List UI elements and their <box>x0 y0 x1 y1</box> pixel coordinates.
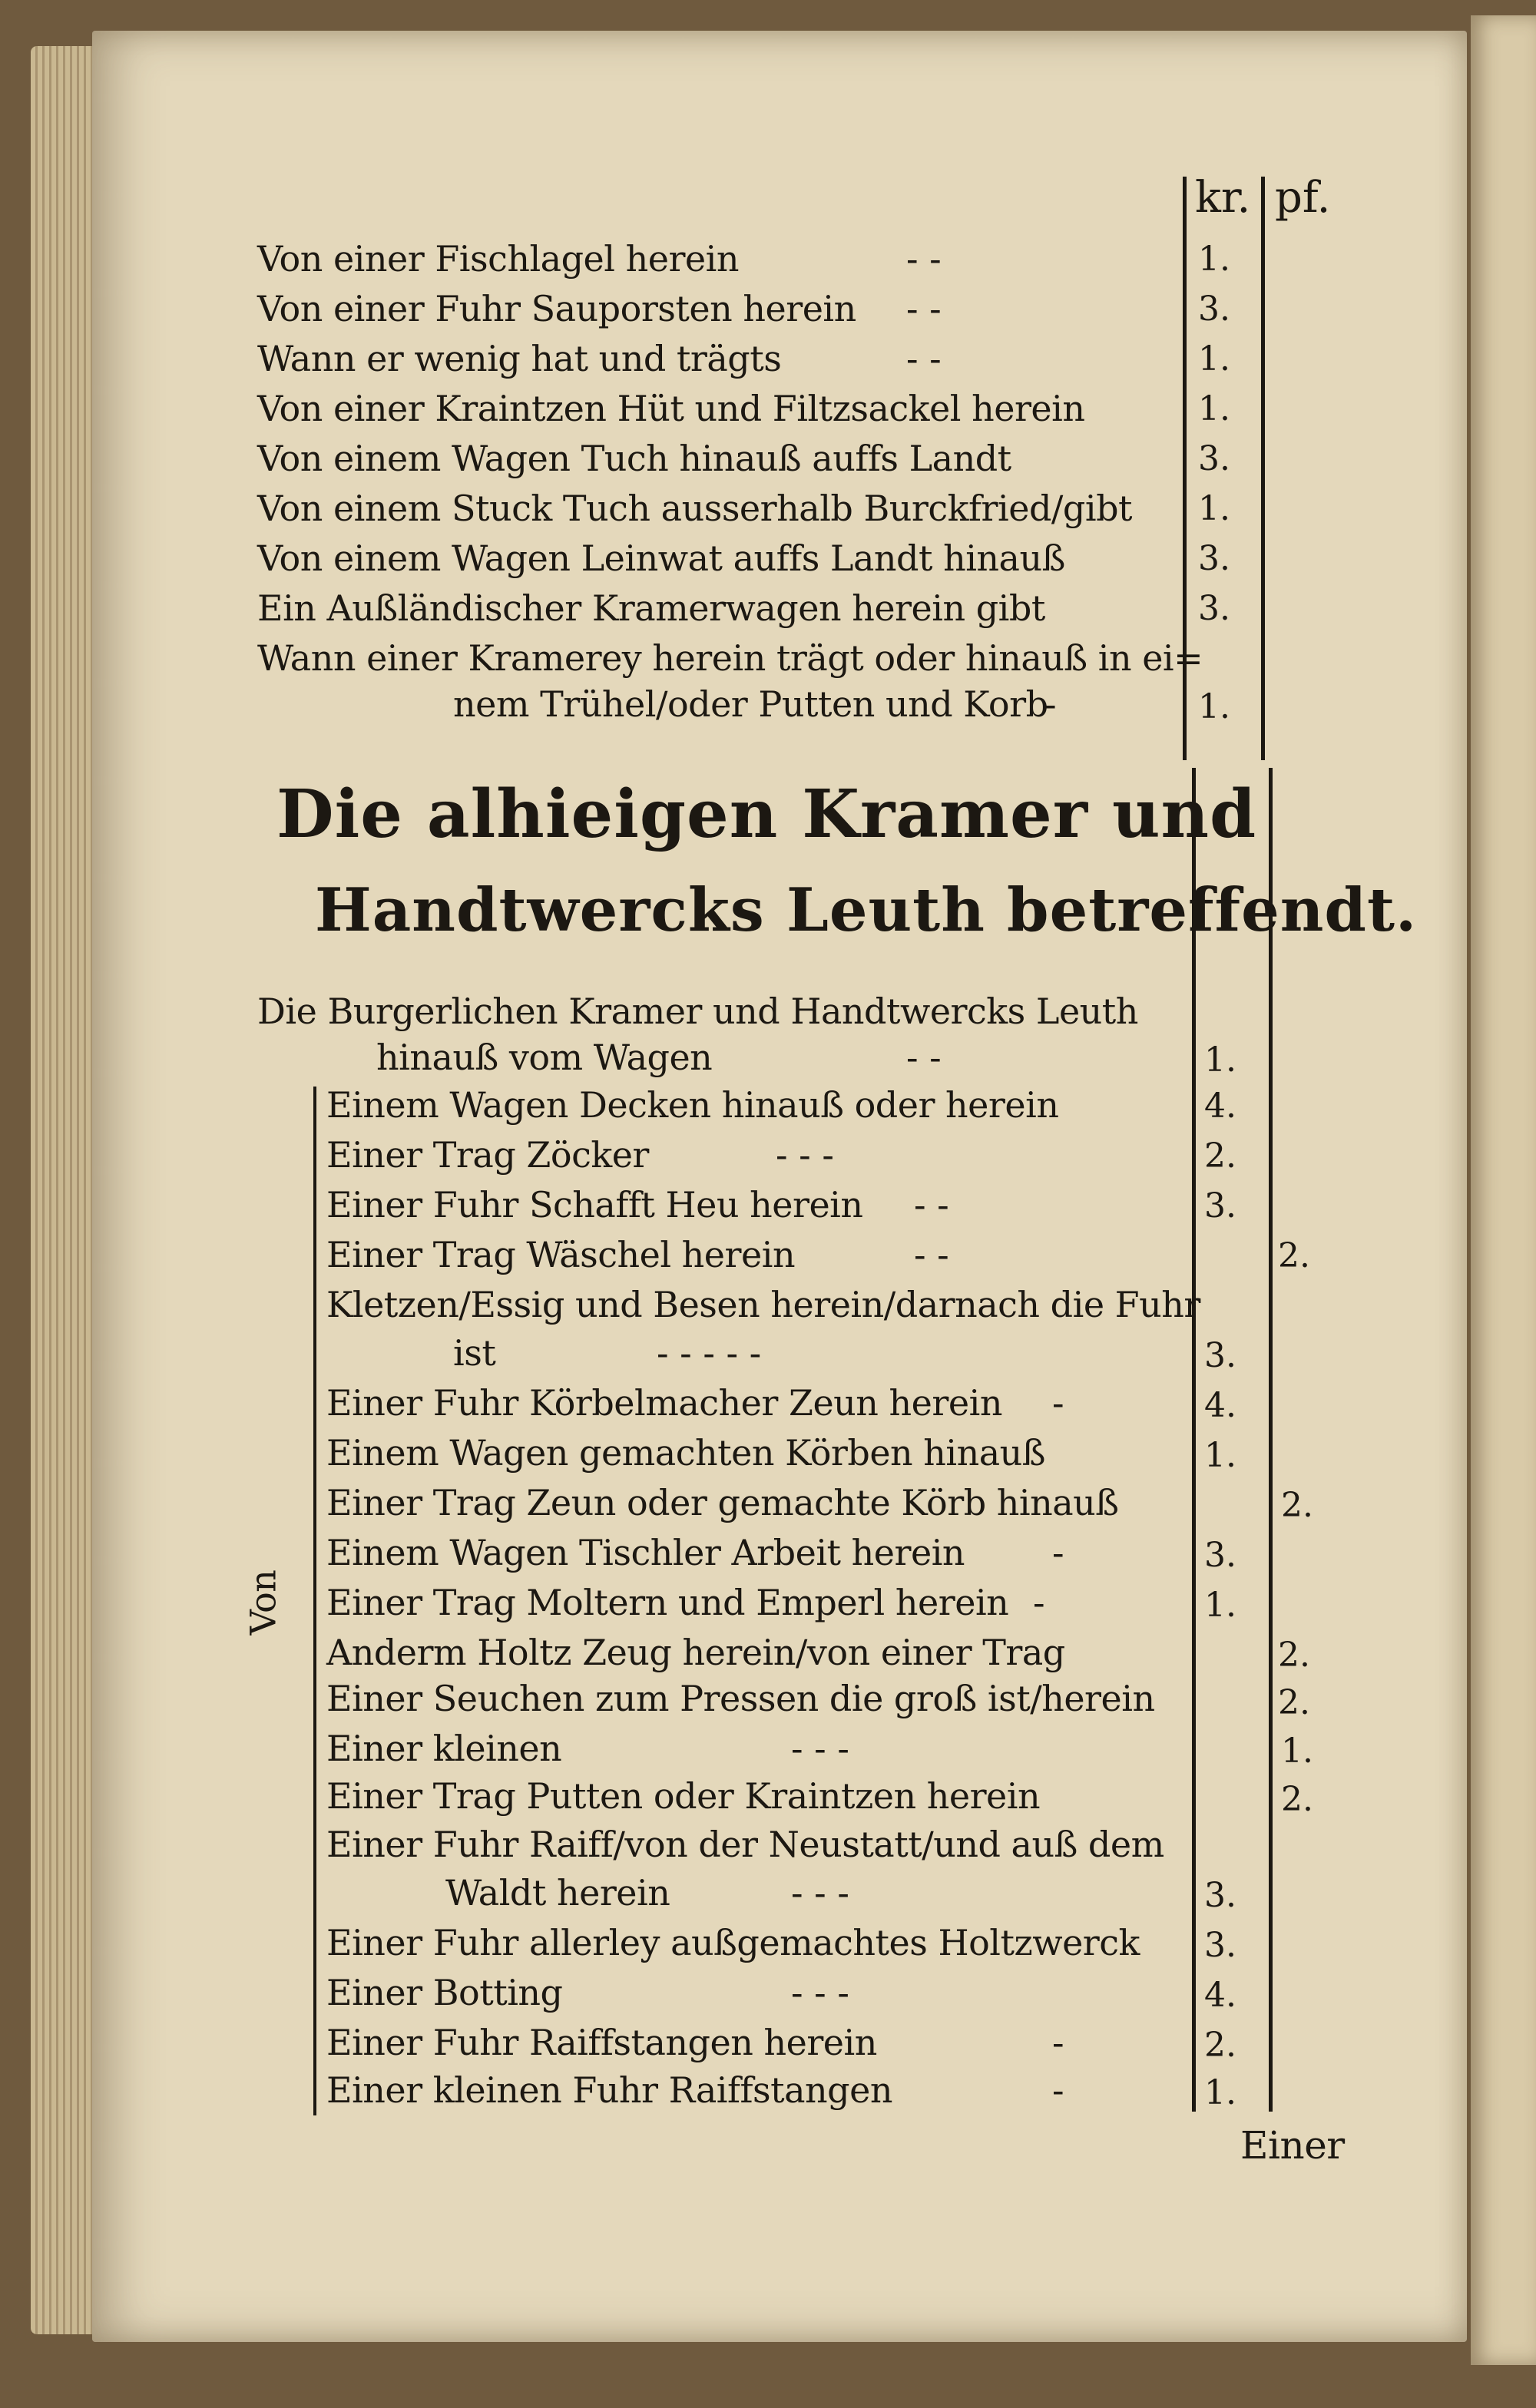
entry-kr: 3. <box>1204 1876 1236 1915</box>
entry-kr: 1. <box>1198 240 1230 279</box>
entry-pf: 1. <box>1281 1732 1313 1771</box>
entry-text: Einer Trag Moltern und Emperl herein <box>326 1582 1009 1623</box>
entry-text: Einer kleinen Fuhr Raiffstangen <box>326 2069 892 2111</box>
entry-dashes: - - - <box>791 1728 849 1769</box>
entry-dashes: - - - <box>791 1872 849 1914</box>
entry-text: Einer Fuhr allerley außgemachtes Holtzwerck <box>326 1922 1140 1963</box>
entry-text: ist <box>453 1332 496 1374</box>
column-rule-pf-2 <box>1269 768 1273 2112</box>
section-heading-line1: Die alhieigen Kramer und <box>276 776 1257 853</box>
entry-text: Von einer Fuhr Sauporsten herein <box>257 288 856 329</box>
entry-pf: 2. <box>1278 1683 1310 1722</box>
entry-kr: 1. <box>1198 489 1230 528</box>
entry-kr: 3. <box>1198 289 1230 329</box>
header-kr: kr. <box>1195 173 1251 223</box>
catchword: Einer <box>1240 2123 1345 2168</box>
column-rule-pf-1 <box>1261 177 1265 760</box>
entry-pf: 2. <box>1278 1236 1310 1275</box>
intro-dashes: - - <box>906 1037 942 1078</box>
entry-pf: 2. <box>1281 1486 1313 1525</box>
entry-dashes: - - <box>906 338 942 379</box>
entry-text: Einer Fuhr Körbelmacher Zeun herein <box>326 1382 1002 1424</box>
intro-kr: 1. <box>1204 1040 1236 1080</box>
entry-text: Waldt herein <box>445 1872 670 1914</box>
entry-text: Einer kleinen <box>326 1728 562 1769</box>
entry-dashes: - <box>1052 2069 1064 2111</box>
entry-kr: 1. <box>1204 1586 1236 1625</box>
entry-dashes: - <box>1033 1582 1045 1623</box>
entry-dashes: - <box>1052 1382 1064 1424</box>
section-heading-line2: Handtwercks Leuth betreffendt. <box>315 875 1418 945</box>
entry-text: Einer Trag Zöcker <box>326 1134 649 1176</box>
entry-dashes: - - - - - <box>657 1332 762 1374</box>
entry-dashes: - <box>1044 683 1057 725</box>
intro-line1: Die Burgerlichen Kramer und Handtwercks Leuth <box>257 991 1138 1032</box>
entry-kr: 3. <box>1204 1186 1236 1226</box>
entry-text: Kletzen/Essig und Besen herein/darnach die Fuhr <box>326 1284 1200 1325</box>
entry-kr: 4. <box>1204 1976 1236 2015</box>
entry-kr: 3. <box>1198 539 1230 578</box>
entry-pf: 2. <box>1281 1780 1313 1819</box>
entry-text: Ein Außländischer Kramerwagen herein gibt <box>257 587 1045 629</box>
entry-dashes: - - <box>906 238 942 280</box>
entry-text: Einer Seuchen zum Pressen die groß ist/herein <box>326 1678 1155 1719</box>
entry-pf: 2. <box>1278 1636 1310 1675</box>
entry-kr: 3. <box>1204 1926 1236 1965</box>
entry-text: Einem Wagen gemachten Körben hinauß <box>326 1432 1046 1474</box>
entry-dashes: - - <box>914 1184 949 1226</box>
entry-text: Von einem Stuck Tuch ausserhalb Burckfried/gibt <box>257 488 1133 529</box>
brace-label: Von <box>242 1570 284 1636</box>
entry-kr: 4. <box>1204 1087 1236 1126</box>
entry-dashes: - - <box>914 1234 949 1275</box>
entry-text: Wann er wenig hat und trägts <box>257 338 782 379</box>
intro-line2: hinauß vom Wagen <box>376 1037 713 1078</box>
entry-text: Einer Trag Putten oder Kraintzen herein <box>326 1775 1041 1817</box>
entry-kr: 1. <box>1198 389 1230 428</box>
entry-text: Von einem Wagen Leinwat auffs Landt hinauß <box>257 538 1065 579</box>
entry-text: Wann einer Kramerey herein trägt oder hinauß in ei= <box>257 637 1203 679</box>
entry-text: Einem Wagen Decken hinauß oder herein <box>326 1084 1059 1126</box>
entry-kr: 3. <box>1198 439 1230 478</box>
entry-dashes: - <box>1052 2022 1064 2063</box>
entry-kr: 3. <box>1204 1336 1236 1375</box>
entry-text: Einer Trag Zeun oder gemachte Körb hinauß <box>326 1482 1119 1523</box>
entry-kr: 3. <box>1204 1536 1236 1575</box>
entry-text: Einer Fuhr Raiffstangen herein <box>326 2022 877 2063</box>
header-pf: pf. <box>1275 173 1331 223</box>
entry-text: Von einer Kraintzen Hüt und Filtzsackel herein <box>257 388 1085 429</box>
next-page-edge <box>1471 15 1536 2365</box>
entry-text: nem Trühel/oder Putten und Korb <box>453 683 1048 725</box>
entry-text: Von einer Fischlagel herein <box>257 238 739 280</box>
entry-text: Von einem Wagen Tuch hinauß auffs Landt <box>257 438 1011 479</box>
entry-kr: 1. <box>1204 2073 1236 2112</box>
entry-text: Einer Fuhr Raiff/von der Neustatt/und auß dem <box>326 1824 1164 1865</box>
entry-kr: 1. <box>1204 1436 1236 1475</box>
entry-text: Anderm Holtz Zeug herein/von einer Trag <box>326 1632 1065 1673</box>
entry-kr: 1. <box>1198 687 1230 726</box>
entry-dashes: - - - <box>776 1134 834 1176</box>
entry-kr: 3. <box>1198 589 1230 628</box>
entry-dashes: - <box>1052 1532 1064 1573</box>
entry-text: Einer Trag Wäschel herein <box>326 1234 796 1275</box>
entry-text: Einer Fuhr Schafft Heu herein <box>326 1184 863 1226</box>
entry-text: Einem Wagen Tischler Arbeit herein <box>326 1532 965 1573</box>
entry-dashes: - - - <box>791 1972 849 2013</box>
entry-kr: 1. <box>1198 339 1230 379</box>
entry-dashes: - - <box>906 288 942 329</box>
entry-kr: 2. <box>1204 1136 1236 1176</box>
column-rule-kr-2 <box>1192 768 1196 2112</box>
entry-text: Einer Botting <box>326 1972 563 2013</box>
brace-line <box>313 1087 316 2115</box>
entry-kr: 2. <box>1204 2026 1236 2065</box>
entry-kr: 4. <box>1204 1386 1236 1425</box>
